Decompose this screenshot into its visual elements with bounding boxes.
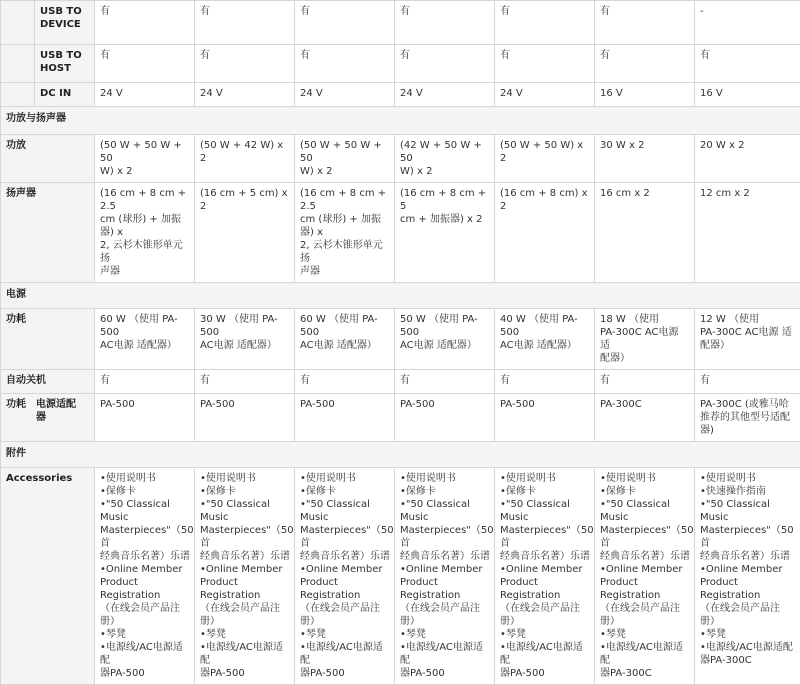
table-cell: 有 bbox=[695, 45, 800, 83]
table-cell: •使用说明书 •保修卡 •"50 Classical Music Masterpieces"（50首 经典音乐名著）乐谱 •Online Member Product Registration （在线会员产品注 册） •琴凳 •电源线/AC电源适配 器PA-500 bbox=[395, 468, 495, 685]
table-cell: PA-300C (或雅马哈 推荐的其他型号适配 器) bbox=[695, 394, 800, 442]
table-cell: (42 W + 50 W + 50 W) x 2 bbox=[395, 135, 495, 183]
table-cell: (16 cm + 8 cm + 2.5 cm (球形) + 加振器) x 2, 云杉木锥形单元扬 声器 bbox=[295, 183, 395, 283]
table-row-auto-power-off bbox=[1, 370, 800, 394]
table-cell: 24 V bbox=[395, 83, 495, 107]
table-cell: 有 bbox=[95, 45, 195, 83]
table-cell: •使用说明书 •保修卡 •"50 Classical Music Masterpieces"（50首 经典音乐名著）乐谱 •Online Member Product Registration （在线会员产品注 册） •琴凳 •电源线/AC电源适配 器PA-300C bbox=[595, 468, 695, 685]
table-cell: •使用说明书 •保修卡 •"50 Classical Music Masterpieces"（50首 经典音乐名著）乐谱 •Online Member Product Registration （在线会员产品注 册） •琴凳 •电源线/AC电源适配 器PA-500 bbox=[295, 468, 395, 685]
table-cell: 有 bbox=[95, 1, 195, 45]
table-cell: 16 V bbox=[695, 83, 800, 107]
table-cell: 60 W （使用 PA-500 AC电源 适配器） bbox=[295, 309, 395, 370]
table-cell: 有 bbox=[495, 370, 595, 394]
table-cell: •使用说明书 •快速操作指南 •"50 Classical Music Masterpieces"（50首 经典音乐名著）乐谱 •Online Member Product Registration （在线会员产品注 册） •琴凳 •电源线/AC电源适配 器PA-300C bbox=[695, 468, 800, 685]
table-cell: (50 W + 50 W + 50 W) x 2 bbox=[295, 135, 395, 183]
row-label: USB TO DEVICE bbox=[35, 1, 95, 45]
table-row-power-consumption bbox=[1, 309, 800, 370]
table-cell: (50 W + 50 W + 50 W) x 2 bbox=[95, 135, 195, 183]
table-cell: 有 bbox=[195, 45, 295, 83]
row-gutter bbox=[1, 1, 35, 45]
table-cell: (50 W + 42 W) x 2 bbox=[195, 135, 295, 183]
row-label-main: 功耗 bbox=[6, 399, 26, 410]
section-header-power bbox=[1, 283, 800, 309]
section-header-amp-speakers bbox=[1, 107, 800, 135]
row-label: USB TO HOST bbox=[35, 45, 95, 83]
table-cell: 有 bbox=[595, 45, 695, 83]
table-cell: (16 cm + 8 cm + 5 cm + 加振器) x 2 bbox=[395, 183, 495, 283]
row-label bbox=[1, 394, 95, 442]
table-cell: 有 bbox=[695, 370, 800, 394]
table-cell: PA-500 bbox=[495, 394, 595, 442]
table-row-speakers bbox=[1, 183, 800, 283]
row-label: Accessories bbox=[1, 468, 95, 685]
row-label: 扬声器 bbox=[1, 183, 95, 283]
row-label: 功放 bbox=[1, 135, 95, 183]
table-cell: 有 bbox=[395, 45, 495, 83]
table-cell: 18 W （使用 PA-300C AC电源 适 配器） bbox=[595, 309, 695, 370]
table-cell: 有 bbox=[295, 1, 395, 45]
table-row-usb-to-device bbox=[1, 1, 800, 45]
row-gutter bbox=[1, 45, 35, 83]
section-title: 电源 bbox=[1, 283, 800, 309]
table-cell: 有 bbox=[195, 1, 295, 45]
table-cell: 有 bbox=[95, 370, 195, 394]
table-cell: 12 W （使用 PA-300C AC电源 适 配器） bbox=[695, 309, 800, 370]
row-label: DC IN bbox=[35, 83, 95, 107]
table-cell: (16 cm + 8 cm + 2.5 cm (球形) + 加振器) x 2, 云杉木锥形单元扬 声器 bbox=[95, 183, 195, 283]
table-cell: 有 bbox=[195, 370, 295, 394]
table-cell: 12 cm x 2 bbox=[695, 183, 800, 283]
table-cell: 20 W x 2 bbox=[695, 135, 800, 183]
table-row-accessories bbox=[1, 468, 800, 685]
table-cell: (16 cm + 5 cm) x 2 bbox=[195, 183, 295, 283]
table-cell: PA-500 bbox=[95, 394, 195, 442]
table-cell: •使用说明书 •保修卡 •"50 Classical Music Masterpieces"（50首 经典音乐名著）乐谱 •Online Member Product Registration （在线会员产品注 册） •琴凳 •电源线/AC电源适配 器PA-500 bbox=[95, 468, 195, 685]
table-cell: 40 W （使用 PA-500 AC电源 适配器） bbox=[495, 309, 595, 370]
section-title: 功放与扬声器 bbox=[1, 107, 800, 135]
table-cell: •使用说明书 •保修卡 •"50 Classical Music Masterpieces"（50首 经典音乐名著）乐谱 •Online Member Product Registration （在线会员产品注 册） •琴凳 •电源线/AC电源适配 器PA-500 bbox=[495, 468, 595, 685]
table-cell: •使用说明书 •保修卡 •"50 Classical Music Masterpieces"（50首 经典音乐名著）乐谱 •Online Member Product Registration （在线会员产品注 册） •琴凳 •电源线/AC电源适配 器PA-500 bbox=[195, 468, 295, 685]
table-cell: 50 W （使用 PA-500 AC电源 适配器） bbox=[395, 309, 495, 370]
table-cell: 24 V bbox=[495, 83, 595, 107]
table-cell: 有 bbox=[295, 370, 395, 394]
table-cell: 有 bbox=[295, 45, 395, 83]
table-cell: 有 bbox=[595, 370, 695, 394]
table-row-ac-adaptor bbox=[1, 394, 800, 442]
table-cell: 60 W （使用 PA-500 AC电源 适配器） bbox=[95, 309, 195, 370]
table-cell: 有 bbox=[495, 45, 595, 83]
table-cell: 有 bbox=[395, 1, 495, 45]
table-cell: 16 cm x 2 bbox=[595, 183, 695, 283]
table-cell: 24 V bbox=[95, 83, 195, 107]
table-cell: 有 bbox=[495, 1, 595, 45]
row-gutter bbox=[1, 83, 35, 107]
row-sublabel: 电源适配 器 bbox=[36, 398, 76, 424]
table-cell: 24 V bbox=[195, 83, 295, 107]
row-label: 功耗 bbox=[1, 309, 95, 370]
table-cell: PA-300C bbox=[595, 394, 695, 442]
table-cell: 30 W （使用 PA-500 AC电源 适配器） bbox=[195, 309, 295, 370]
section-header-accessories bbox=[1, 442, 800, 468]
section-title: 附件 bbox=[1, 442, 800, 468]
table-cell: 16 V bbox=[595, 83, 695, 107]
table-row-amplifier bbox=[1, 135, 800, 183]
table-cell: 有 bbox=[395, 370, 495, 394]
table-cell: PA-500 bbox=[395, 394, 495, 442]
table-cell: (16 cm + 8 cm) x 2 bbox=[495, 183, 595, 283]
row-label: 自动关机 bbox=[1, 370, 95, 394]
table-cell: 24 V bbox=[295, 83, 395, 107]
table-cell: (50 W + 50 W) x 2 bbox=[495, 135, 595, 183]
table-row-usb-to-host bbox=[1, 45, 800, 83]
table-row-dc-in bbox=[1, 83, 800, 107]
table-cell: 有 bbox=[595, 1, 695, 45]
table-cell: PA-500 bbox=[295, 394, 395, 442]
table-cell: PA-500 bbox=[195, 394, 295, 442]
table-cell: - bbox=[695, 1, 800, 45]
table-cell: 30 W x 2 bbox=[595, 135, 695, 183]
